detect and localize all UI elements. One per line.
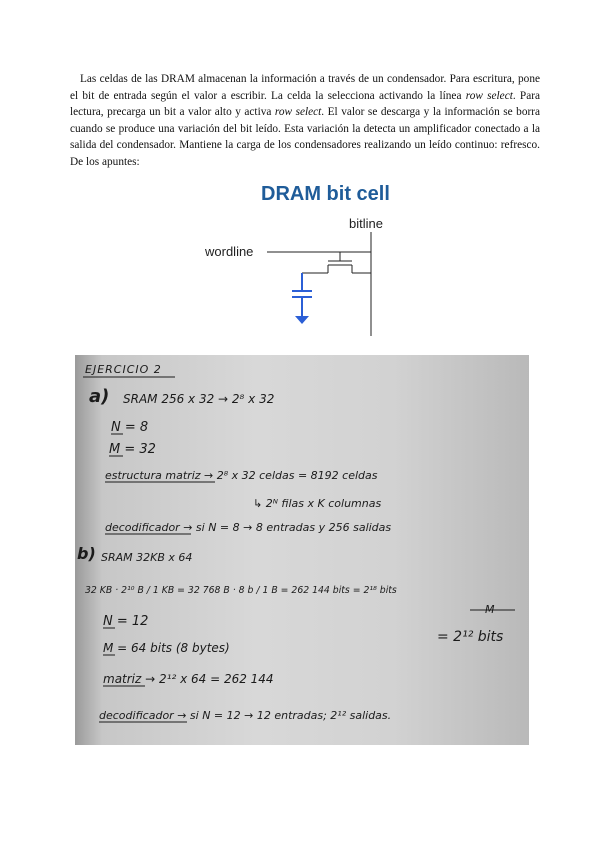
hw-a-m: M = 32 (109, 442, 156, 457)
hw-b-power: = 2¹² bits (437, 629, 504, 645)
intro-paragraph (70, 71, 540, 171)
circuit-lines (267, 232, 371, 336)
hw-b-n: N = 12 (103, 614, 149, 629)
hw-b-decod: decodificador → si N = 12 → 12 entradas; 2¹² salidas. (99, 709, 392, 722)
paragraph-part-2: . Para lectura, precarga un bit a valor alto y activa (70, 89, 540, 119)
hw-a-n: N = 8 (111, 420, 149, 435)
hw-a-sram: SRAM 256 x 32 → 2⁸ x 32 (123, 392, 275, 406)
bitline-label: bitline (349, 216, 383, 231)
row-select-term-1: row select (465, 89, 513, 102)
hw-b-label: b) (77, 544, 96, 563)
hw-a-estructura: estructura matriz → 2⁸ x 32 celdas = 8192 celdas (105, 469, 378, 482)
dram-bit-cell-diagram (195, 176, 425, 336)
hw-b-m: M = 64 bits (8 bytes) (103, 641, 230, 655)
wordline-label: wordline (205, 244, 254, 259)
hw-heading: EJERCICIO 2 (85, 363, 162, 376)
hw-b-matriz: matriz → 2¹² x 64 = 262 144 (103, 672, 274, 686)
diagram-title: DRAM bit cell (261, 183, 390, 205)
hw-a-decod: decodificador → si N = 8 → 8 entradas y 256 salidas (105, 521, 392, 534)
row-select-term-2: row select (274, 106, 322, 119)
hw-b-sram: SRAM 32KB x 64 (101, 551, 193, 564)
handwritten-notes-photo (75, 355, 529, 745)
hw-a-label: a) (89, 386, 110, 407)
hw-b-m-side: M (485, 603, 495, 616)
hw-b-calc: 32 KB · 2¹⁰ B / 1 KB = 32 768 B · 8 b / 1 B = 262 144 bits = 2¹⁸ bits (85, 585, 397, 596)
paragraph-part-3: . El valor se descarga y la información se borra cuando se produce una variación del bit leído. Esta variación la detecta un amplificador conectado a la salida del condensador. Mantiene la carga de los condensadores realizando un leído continuo: refresco. De los apuntes: (70, 106, 541, 168)
capacitor-icon (292, 273, 312, 324)
hw-a-filas: ↳ 2ᴺ filas x K columnas (253, 497, 382, 510)
paragraph-part-1: Las celdas de las DRAM almacenan la información a través de un condensador. Para escritura, pone el bit de entrada según el valor a escribir. La celda la selecciona activando la línea (70, 73, 540, 102)
